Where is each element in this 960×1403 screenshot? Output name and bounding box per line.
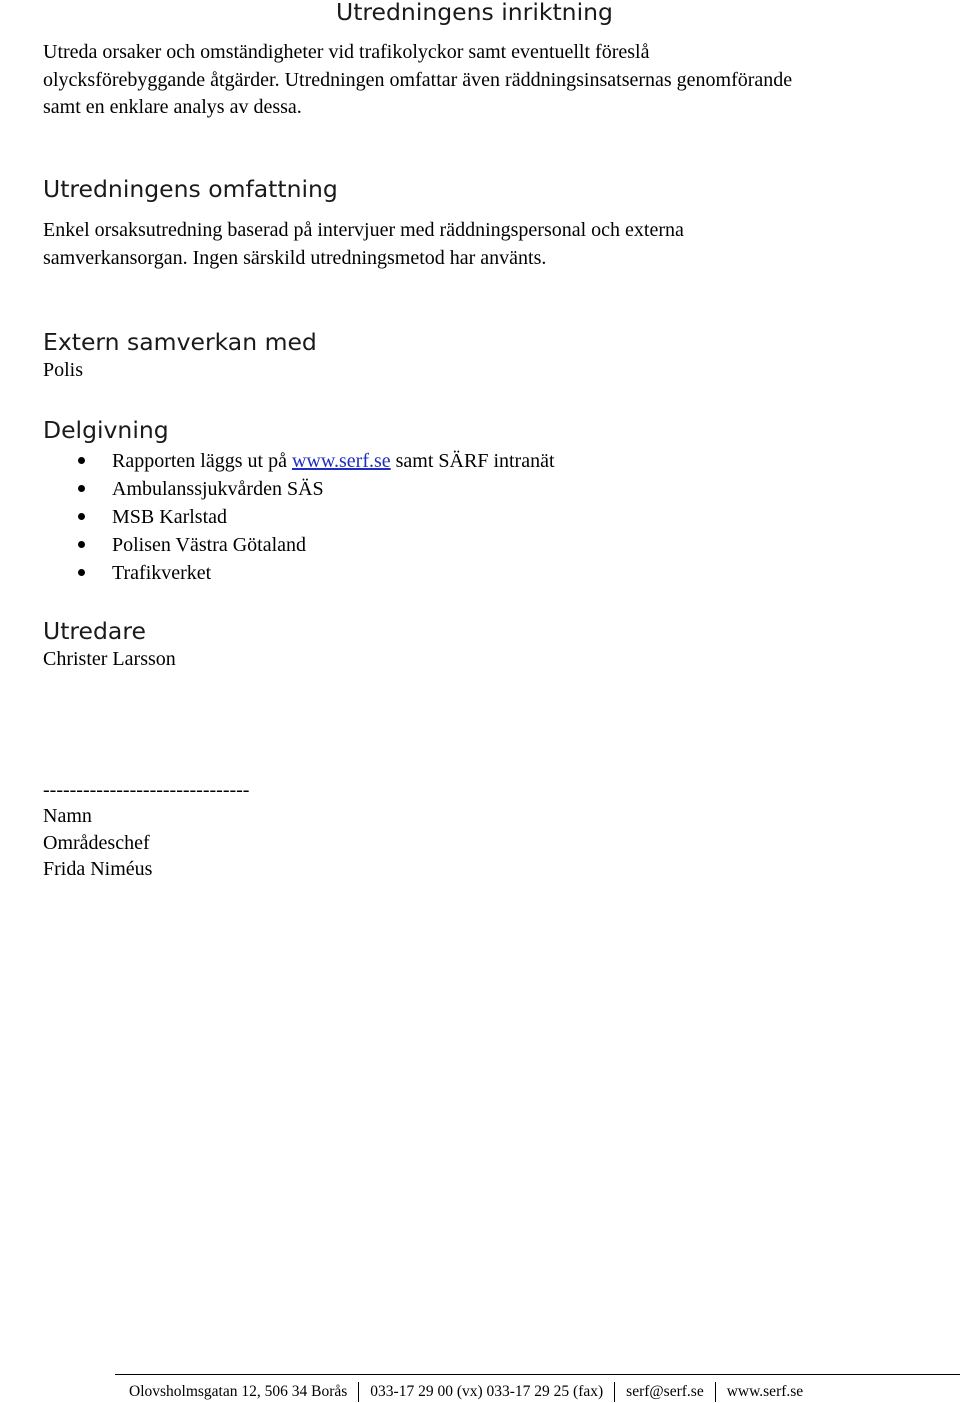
bullet-icon [78,569,85,576]
heading-extern-samverkan: Extern samverkan med [43,328,317,356]
inriktning-paragraph [43,39,792,122]
paragraph-line: samt en enklare analys av dessa. [43,96,302,118]
heading-utredningens-omfattning: Utredningens omfattning [43,175,338,203]
paragraph-line: olycksförebyggande åtgärder. Utredningen omfattar även räddningsinsatsernas genomförande [43,68,793,91]
footer-address: Olovsholmsgatan 12, 506 34 Borås [129,1383,348,1400]
list-item [43,475,555,503]
list-item-text: Rapporten läggs ut på [112,450,292,472]
paragraph-line: Utreda orsaker och omständigheter vid trafikolyckor samt eventuellt föreslå [43,41,650,63]
bullet-icon [78,513,85,520]
utredare-name: Christer Larsson [43,648,176,670]
footer-divider [115,1374,960,1375]
serf-website-link[interactable]: www.serf.se [291,450,391,472]
list-item-text: Polisen Västra Götaland [112,534,307,556]
omfattning-paragraph [43,217,684,272]
bullet-icon [78,541,85,548]
heading-utredare: Utredare [43,617,146,645]
list-item [43,447,555,475]
list-item [43,531,555,559]
paragraph-line: Enkel orsaksutredning baserad på intervjuer med räddningspersonal och externa [43,219,684,241]
heading-delgivning: Delgivning [43,416,169,444]
signature-line: ------------------------------- [43,779,250,801]
footer-phone: 033-17 29 00 (vx) 033-17 29 25 (fax) [370,1383,604,1400]
signature-label: Namn [43,805,92,827]
delgivning-list [43,447,555,587]
footer-website[interactable]: www.serf.se [726,1383,804,1400]
footer-email[interactable]: serf@serf.se [626,1383,704,1400]
list-item-text: Ambulanssjukvården SÄS [112,478,324,500]
list-item-text: samt SÄRF intranät [390,450,555,472]
signature-role: Områdeschef [43,832,150,854]
paragraph-line: samverkansorgan. Ingen särskild utredningsmetod har använts. [43,246,547,269]
samverkan-text: Polis [43,359,84,381]
page-footer [129,1381,814,1403]
heading-utredningens-inriktning: Utredningens inriktning [336,0,613,26]
bullet-icon [78,457,85,464]
list-item-text: Trafikverket [112,562,212,584]
signature-name: Frida Niméus [43,858,153,880]
list-item [43,503,555,531]
list-item [43,559,555,587]
bullet-icon [78,485,85,492]
list-item-text: MSB Karlstad [112,506,227,528]
